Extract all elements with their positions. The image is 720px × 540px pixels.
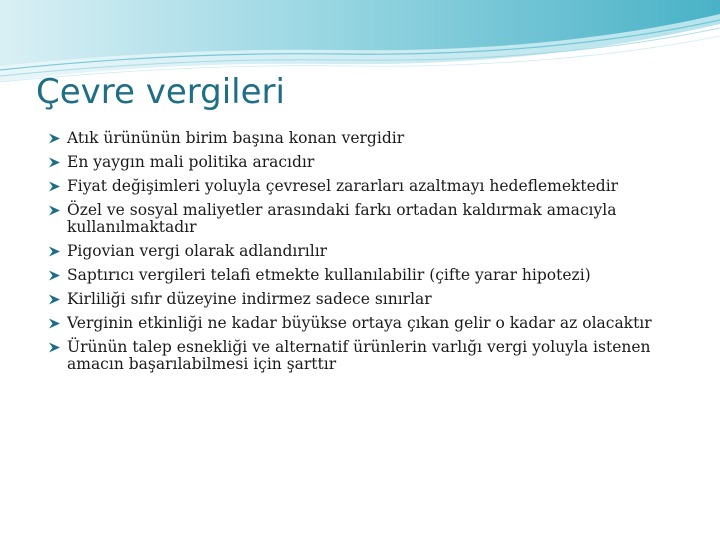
arrow-right-icon: [48, 293, 61, 306]
bullet-item: [48, 315, 688, 332]
arrow-right-icon: [48, 180, 61, 193]
arrow-right-icon: [48, 341, 61, 354]
bullet-item: [48, 291, 688, 308]
arrow-right-icon: [48, 269, 61, 282]
bullet-item: [48, 130, 688, 147]
bullet-item: [48, 202, 688, 236]
bullet-text: Verginin etkinliği ne kadar büyükse ortaya çıkan gelir o kadar az olacaktır: [67, 314, 652, 332]
arrow-right-icon: [48, 204, 61, 217]
bullet-text: Kirliliği sıfır düzeyine indirmez sadece sınırlar: [67, 290, 432, 308]
bullet-item: [48, 178, 688, 195]
bullet-list: [48, 130, 688, 380]
bullet-text: Atık ürününün birim başına konan vergidir: [67, 129, 405, 147]
bullet-item: [48, 267, 688, 284]
bullet-item: [48, 243, 688, 260]
bullet-text: En yaygın mali politika aracıdır: [67, 153, 315, 171]
bullet-text: Özel ve sosyal maliyetler arasındaki farkı ortadan kaldırmak amacıyla kullanılmaktadır: [67, 201, 617, 236]
arrow-right-icon: [48, 132, 61, 145]
arrow-right-icon: [48, 156, 61, 169]
bullet-item: [48, 154, 688, 171]
bullet-item: [48, 339, 688, 373]
arrow-right-icon: [48, 317, 61, 330]
bullet-text: Ürünün talep esnekliği ve alternatif ürünlerin varlığı vergi yoluyla istenen amacın başarılabilmesi için şarttır: [67, 338, 651, 373]
bullet-text: Saptırıcı vergileri telafi etmekte kullanılabilir (çifte yarar hipotezi): [67, 266, 591, 284]
arrow-right-icon: [48, 245, 61, 258]
bullet-text: Pigovian vergi olarak adlandırılır: [67, 242, 328, 260]
slide-title: Çevre vergileri: [36, 72, 285, 112]
bullet-text: Fiyat değişimleri yoluyla çevresel zararları azaltmayı hedeflemektedir: [67, 177, 619, 195]
